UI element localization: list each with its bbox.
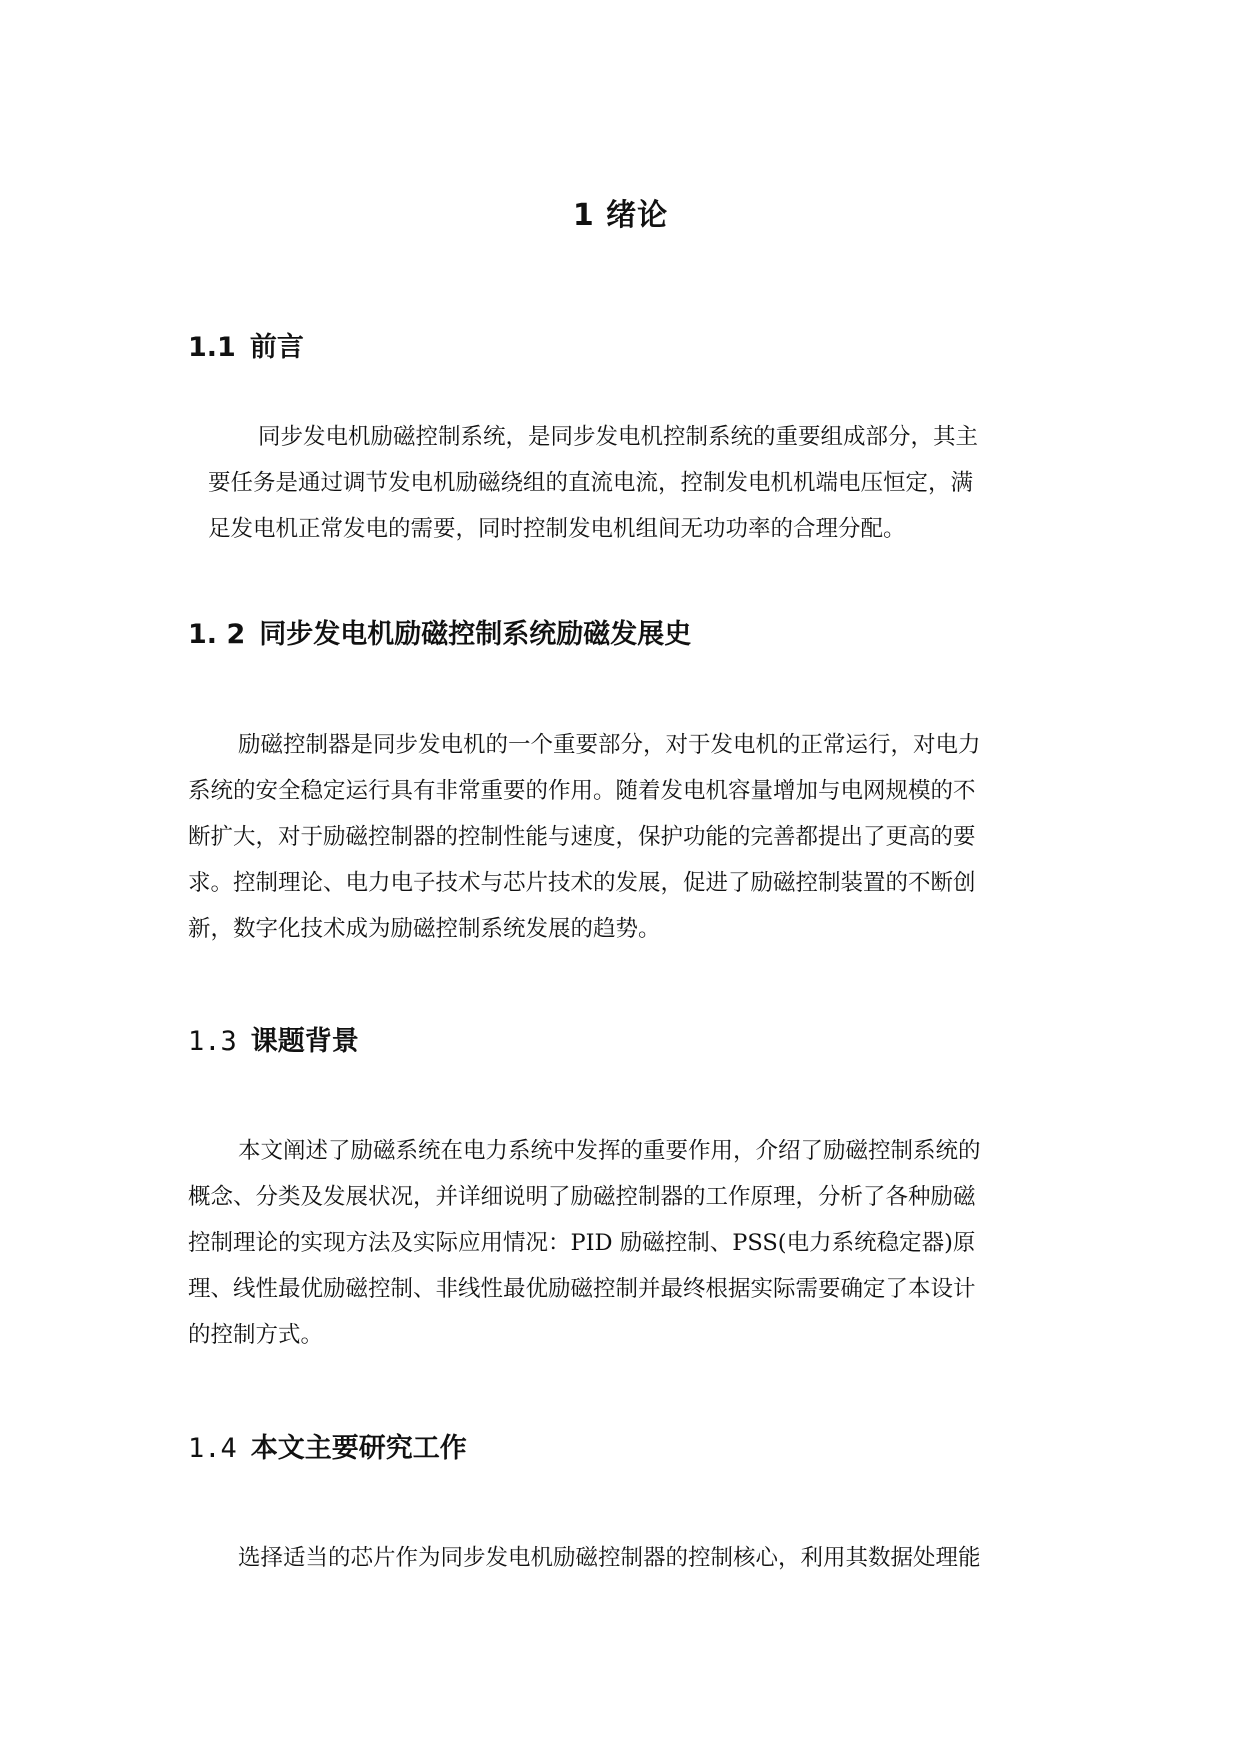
paragraph-line: 要任务是通过调节发电机励磁绕组的直流电流，控制发电机机端电压恒定，满 (208, 470, 974, 496)
paragraph-line: 理、线性最优励磁控制、非线性最优励磁控制并最终根据实际需要确定了本设计 (188, 1276, 976, 1302)
section-paragraph-1-4 (188, 1535, 981, 1581)
section-title: 前言 (249, 332, 304, 363)
paragraph-line: 的控制方式。 (188, 1322, 324, 1348)
section-paragraph-1-2 (188, 722, 981, 952)
section-title: 本文主要研究工作 (250, 1433, 467, 1464)
paragraph-line: 新，数字化技术成为励磁控制系统发展的趋势。 (188, 916, 661, 942)
section-number: 1. 2 (188, 619, 246, 650)
section-heading-1-3 (188, 1024, 359, 1060)
paragraph-line: 同步发电机励磁控制系统，是同步发电机控制系统的重要组成部分，其主 (258, 424, 979, 450)
paragraph-line: 求。控制理论、电力电子技术与芯片技术的发展，促进了励磁控制装置的不断创 (188, 870, 976, 896)
section-paragraph-1-1 (208, 414, 978, 552)
paragraph-line: 励磁控制器是同步发电机的一个重要部分，对于发电机的正常运行，对电力 (238, 732, 981, 758)
chapter-title: 1 绪论 (572, 198, 669, 233)
section-number: 1.1 (188, 332, 236, 363)
paragraph-line: 断扩大，对于励磁控制器的控制性能与速度，保护功能的完善都提出了更高的要 (188, 824, 976, 850)
section-heading-1-4 (188, 1431, 467, 1467)
paragraph-line: 选择适当的芯片作为同步发电机励磁控制器的控制核心，利用其数据处理能 (238, 1545, 981, 1571)
section-heading-1-2 (188, 617, 691, 653)
paragraph-line: 系统的安全稳定运行具有非常重要的作用。随着发电机容量增加与电网规模的不 (188, 778, 976, 804)
paragraph-line: 足发电机正常发电的需要，同时控制发电机组间无功功率的合理分配。 (208, 516, 906, 542)
section-title: 同步发电机励磁控制系统励磁发展史 (259, 619, 692, 650)
section-heading-1-1 (188, 330, 304, 366)
paragraph-line: 本文阐述了励磁系统在电力系统中发挥的重要作用，介绍了励磁控制系统的 (238, 1138, 981, 1164)
section-number: 1.4 (188, 1433, 237, 1464)
paragraph-line: 概念、分类及发展状况，并详细说明了励磁控制器的工作原理，分析了各种励磁 (188, 1184, 976, 1210)
section-paragraph-1-3 (188, 1128, 981, 1358)
section-number: 1.3 (188, 1026, 237, 1057)
section-title: 课题背景 (250, 1026, 359, 1057)
paragraph-line: 控制理论的实现方法及实际应用情况：PID 励磁控制、PSS(电力系统稳定器)原 (188, 1230, 976, 1256)
